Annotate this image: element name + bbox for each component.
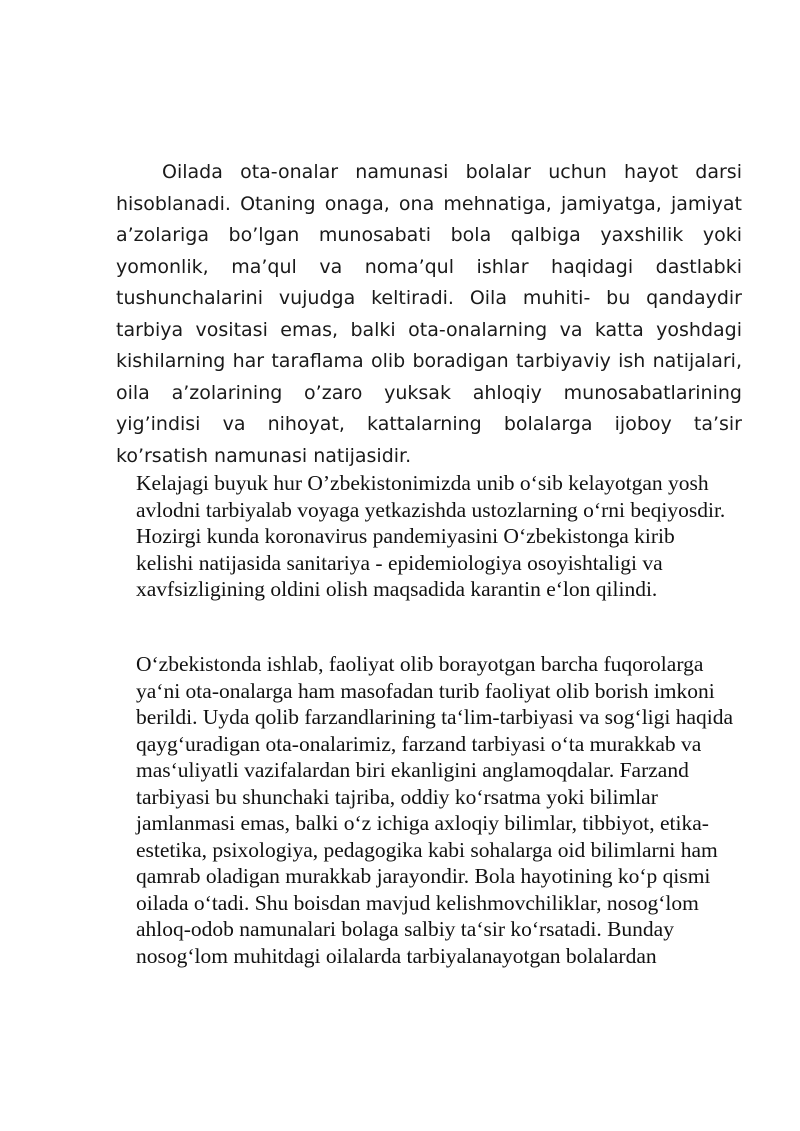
paragraph-family-example: Oilada ota-onalar namunasi bolalar uchun hayot darsi hisoblanadi. Otaning onaga, ona mehnatiga, jamiyatga, jamiyat a’zolariga bo’lgan munosabati bola qalbiga yaxshilik yoki yomonlik, ma’qul va noma’qul ishlar haqidagi dastlabki tushunchalarini vujudga keltiradi. Oila muhiti- bu qandaydir tarbiya vositasi emas, balki ota-onalarning va katta yoshdagi kishilarning har taraflama olib boradigan tarbiyaviy ish natijalari, oila a’zolarining o’zaro yuksak ahloqiy munosabatlarining yig’indisi va nihoyat, kattalarning bolalarga ijoboy ta’sir ko’rsatish namunasi natijasidir. — [116, 161, 742, 467]
paragraph-teachers-role: Kelajagi buyuk hur O’zbekistonimizda unib o‘sib kelayotgan yosh avlodni tarbiyalab voyaga yetkazishda ustozlarning o‘rni beqiyosdir. Hozirgi kunda koronavirus pandemiyasini O‘zbekistonga kirib kelishi natijasida sanitariya - epidemiologiya osoyishtaligi va xavfsizligining oldini olish maqsadida karantin e‘lon qilindi. — [136, 471, 726, 601]
paragraph-remote-upbringing: O‘zbekistonda ishlab, faoliyat olib borayotgan barcha fuqorolarga ya‘ni ota-onalarga ham masofadan turib faoliyat olib borish imkoni berildi. Uyda qolib farzandlarining ta‘lim-tarbiyasi va sog‘ligi haqida qayg‘uradigan ota-onalarimiz, farzand tarbiyasi o‘ta murakkab va mas‘uliyatli vazifalardan biri ekanligini anglamoqdalar. Farzand tarbiyasi bu shunchaki tajriba, oddiy ko‘rsatma yoki bilimlar jamlanmasi emas, balki o‘z ichiga axloqiy bilimlar, tibbiyot, etika-estetika, psixologiya, pedagogika kabi sohalarga oid bilimlarni ham qamrab oladigan murakkab jarayondir. Bola hayotining ko‘p qismi oilada o‘tadi. Shu boisdan mavjud kelishmovchiliklar, nosog‘lom ahloq-odob namunalari bolaga salbiy ta‘sir ko‘rsatadi. Bunday nosog‘lom muhitdagi oilalarda tarbiyalanayotgan bolalardan — [136, 652, 734, 968]
